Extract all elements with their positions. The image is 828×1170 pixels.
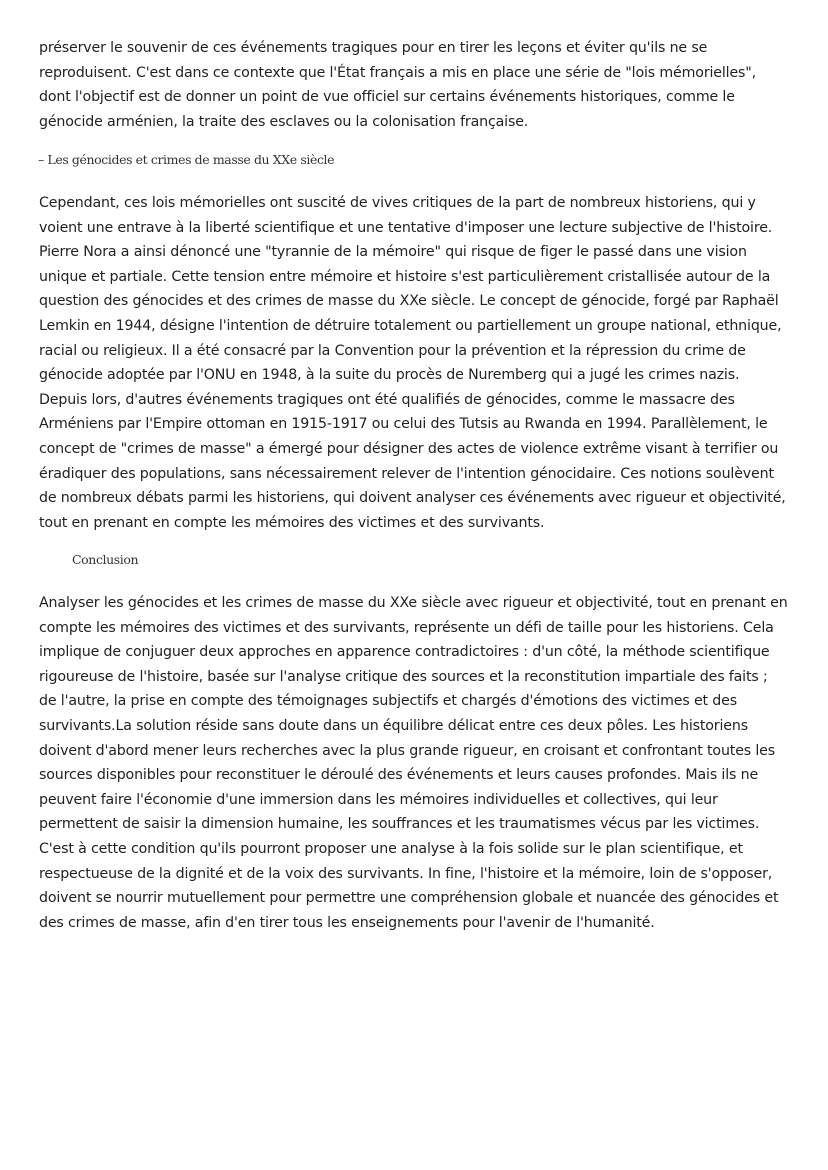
text-line: implique de conjuguer deux approches en apparence contradictoires : d'un côté, la méthode scientifique xyxy=(39,644,770,661)
text-line: Lemkin en 1944, désigne l'intention de détruire totalement ou partiellement un groupe national, ethnique, xyxy=(39,317,782,334)
text-line: préserver le souvenir de ces événements tragiques pour en tirer les leçons et éviter qu'ils ne se xyxy=(39,40,708,56)
text-line: unique et partiale. Cette tension entre mémoire et histoire s'est particulièrement cristallisée autour de la xyxy=(39,268,771,285)
text-line: voient une entrave à la liberté scientifique et une tentative d'imposer une lecture subjective de l'histoire. xyxy=(39,219,773,236)
text-line: reproduisent. C'est dans ce contexte que l'État français a mis en place une série de "lois mémorielles", xyxy=(39,64,757,81)
text-line: dont l'objectif est de donner un point de vue officiel sur certains événements historiques, comme le xyxy=(39,89,735,106)
text-line: Depuis lors, d'autres événements tragiques ont été qualifiés de génocides, comme le massacre des xyxy=(39,391,735,408)
text-line: racial ou religieux. Il a été consacré par la Convention pour la prévention et la répression du crime de xyxy=(39,342,746,359)
text-line: de nombreux débats parmi les historiens, qui doivent analyser ces événements avec rigueur et objectivité, xyxy=(39,490,786,507)
text-line: doivent se nourrir mutuellement pour permettre une compréhension globale et nuancée des génocides et xyxy=(39,890,779,907)
text-line: respectueuse de la dignité et de la voix des survivants. In fine, l'histoire et la mémoire, loin de s'opposer, xyxy=(39,865,773,882)
text-line: concept de "crimes de masse" a émergé pour désigner des actes de violence extrême visant à terrifier ou xyxy=(39,440,779,457)
text-line: génocide arménien, la traite des esclaves ou la colonisation française. xyxy=(39,113,529,130)
paragraph-genocides xyxy=(39,191,786,535)
text-line: des crimes de masse, afin d'en tirer tous les enseignements pour l'avenir de l'humanité. xyxy=(39,914,655,931)
text-line: Pierre Nora a ainsi dénoncé une "tyrannie de la mémoire" qui risque de figer le passé dans une vision xyxy=(39,244,747,261)
text-line: tout en prenant en compte les mémoires des victimes et des survivants. xyxy=(39,514,545,531)
paragraph-memorial-laws xyxy=(39,36,756,134)
text-line: question des génocides et des crimes de masse du XXe siècle. Le concept de génocide, forgé par Raphaël xyxy=(39,293,779,310)
text-line: compte les mémoires des victimes et des survivants, représente un défi de taille pour les historiens. Cela xyxy=(39,619,774,636)
text-line: Cependant, ces lois mémorielles ont suscité de vives critiques de la part de nombreux historiens, qui y xyxy=(39,195,756,211)
section-heading-conclusion: Conclusion xyxy=(72,552,139,567)
text-line: permettent de saisir la dimension humaine, les souffrances et les traumatismes vécus par les victimes. xyxy=(39,816,760,833)
text-line: de l'autre, la prise en compte des témoignages subjectifs et chargés d'émotions des victimes et des xyxy=(39,693,737,710)
text-line: survivants.La solution réside sans doute dans un équilibre délicat entre ces deux pôles. Les historiens xyxy=(39,717,748,734)
text-line: C'est à cette condition qu'ils pourront proposer une analyse à la fois solide sur le plan scientifique, et xyxy=(39,840,743,857)
text-line: génocide adoptée par l'ONU en 1948, à la suite du procès de Nuremberg qui a jugé les crimes nazis. xyxy=(39,367,740,384)
text-line: Arméniens par l'Empire ottoman en 1915-1917 ou celui des Tutsis au Rwanda en 1994. Parallèlement, le xyxy=(39,416,768,433)
text-line: sources disponibles pour reconstituer le déroulé des événements et leurs causes profondes. Mais ils ne xyxy=(39,767,759,784)
section-heading-genocides: – Les génocides et crimes de masse du XXe siècle xyxy=(38,152,335,167)
paragraph-conclusion xyxy=(39,591,788,935)
text-line: Analyser les génocides et les crimes de masse du XXe siècle avec rigueur et objectivité, tout en prenant en xyxy=(39,595,788,611)
text-line: doivent d'abord mener leurs recherches avec la plus grande rigueur, en croisant et confrontant toutes les xyxy=(39,742,775,759)
text-line: peuvent faire l'économie d'une immersion dans les mémoires individuelles et collectives, qui leur xyxy=(39,791,718,808)
text-line: rigoureuse de l'histoire, basée sur l'analyse critique des sources et la reconstitution impartiale des faits ; xyxy=(39,668,768,685)
text-line: éradiquer des populations, sans nécessairement relever de l'intention génocidaire. Ces notions soulèvent xyxy=(39,465,774,482)
